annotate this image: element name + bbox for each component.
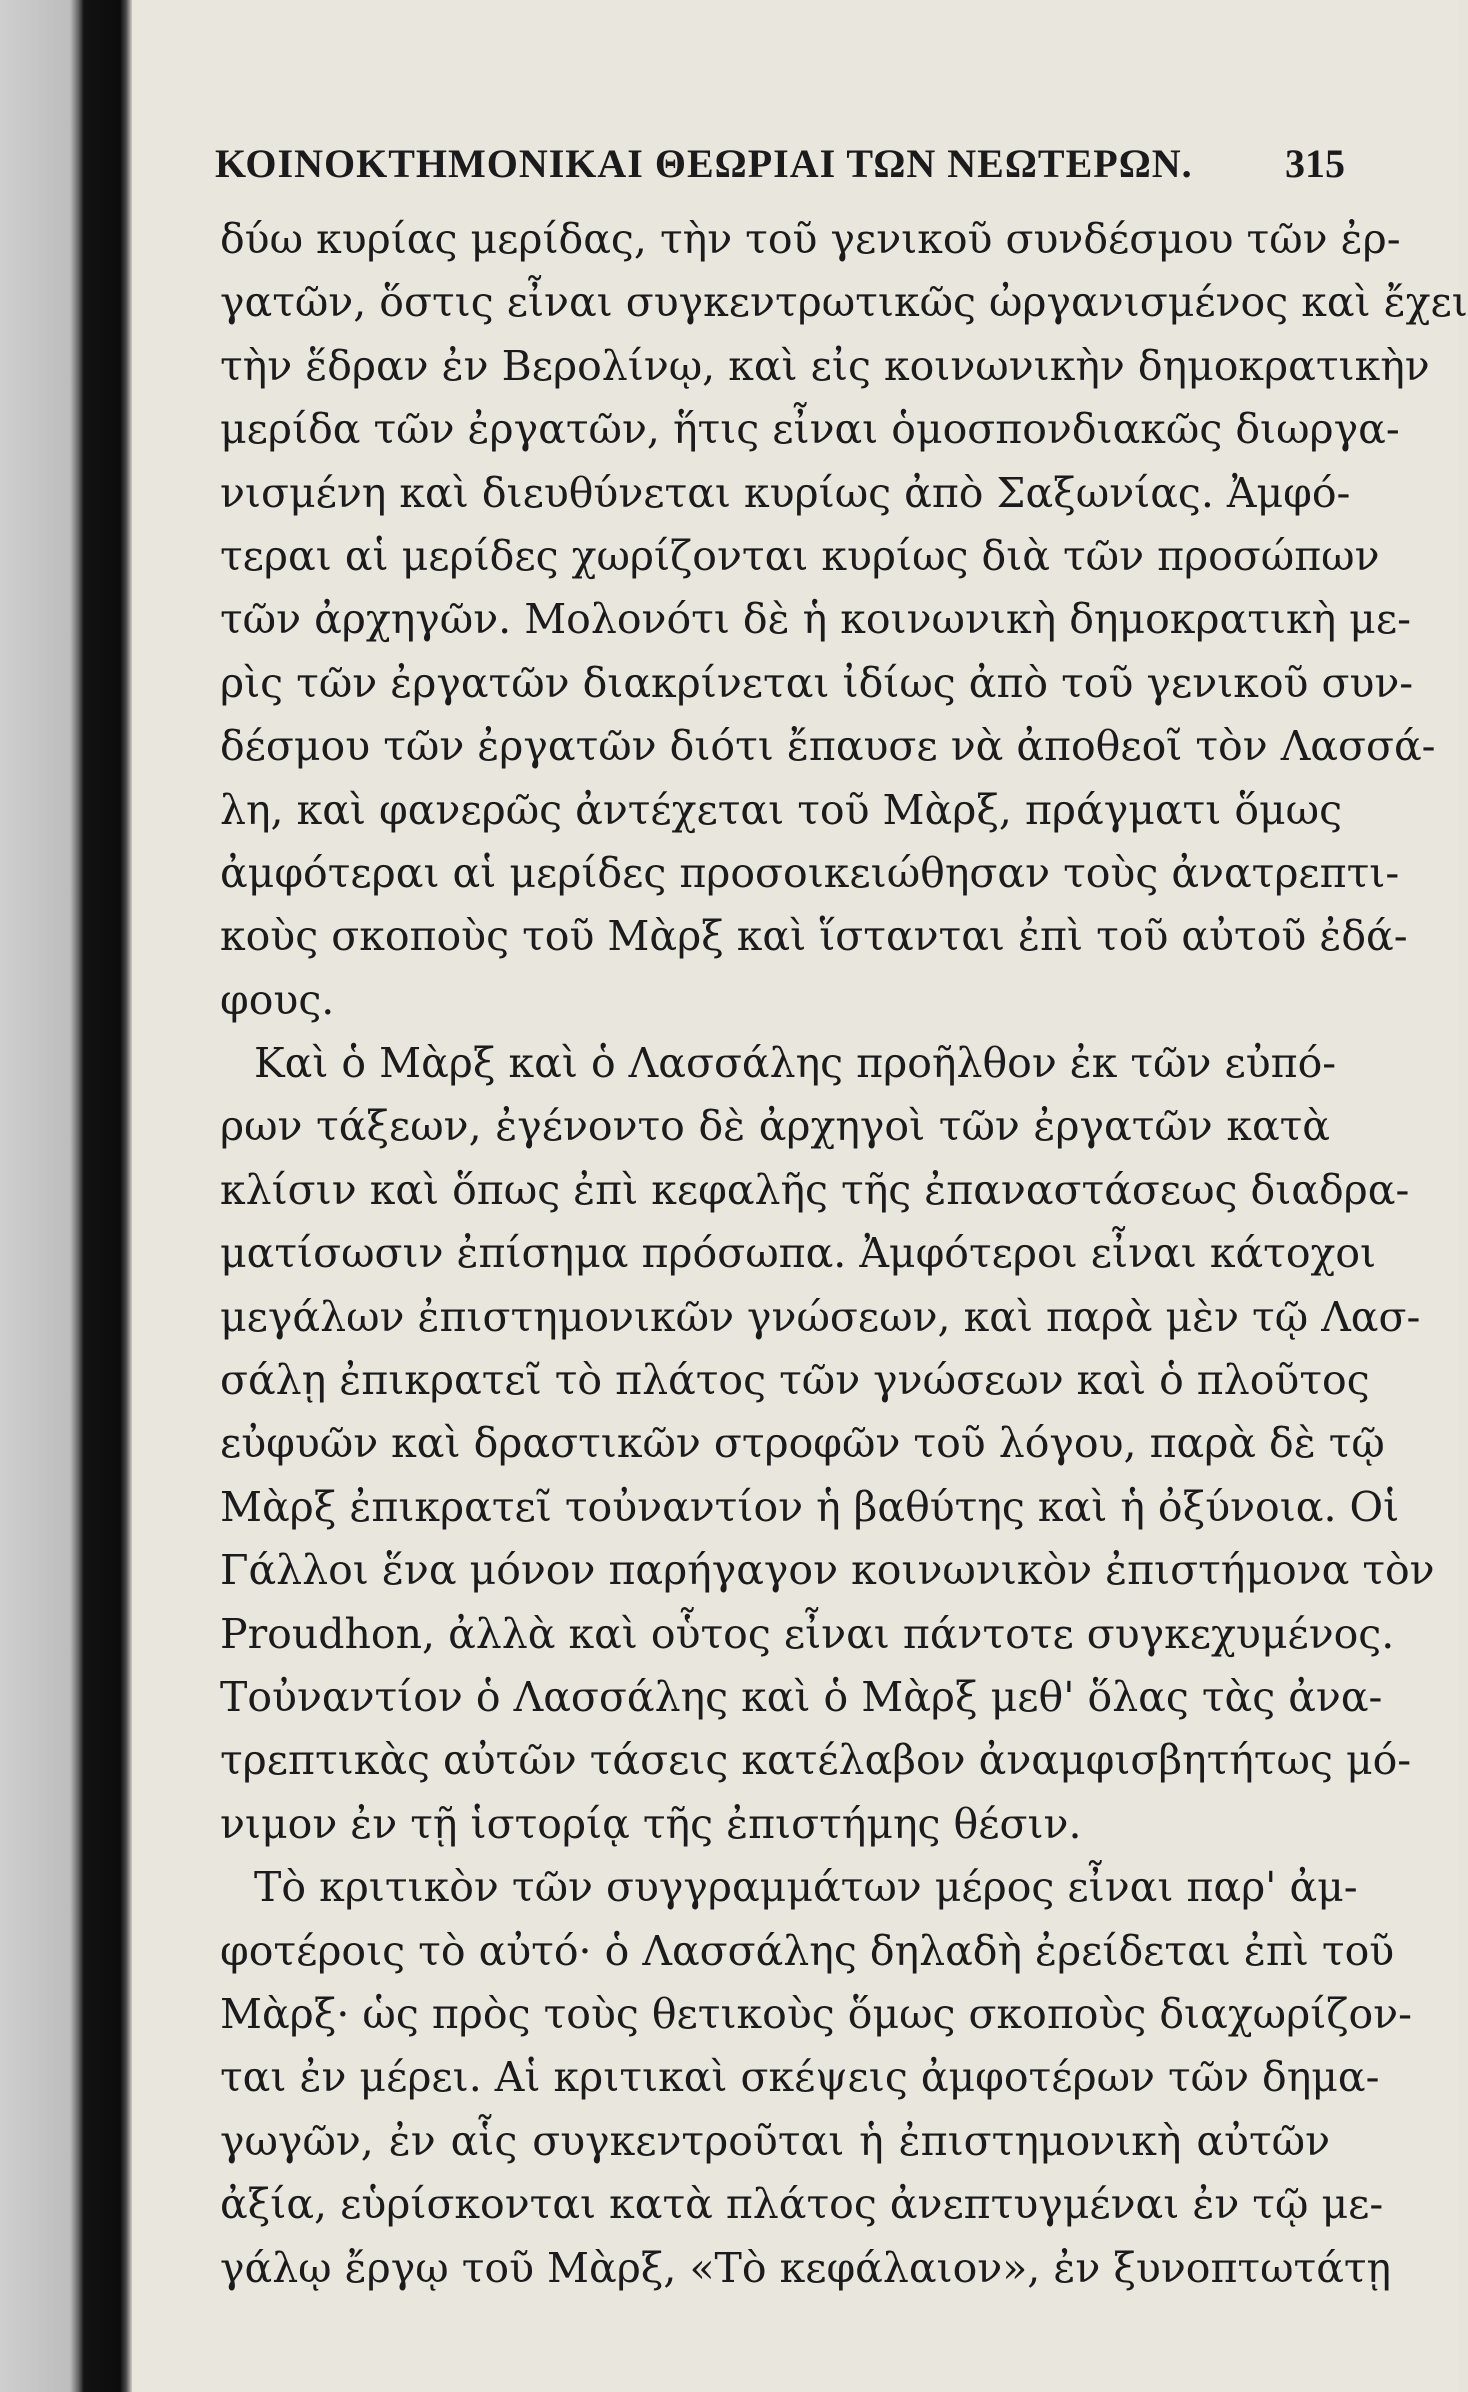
text-line: Proudhon, ἀλλὰ καὶ οὗτος εἶναι πάντοτε συγκεχυμένος. — [220, 1609, 1395, 1658]
text-line: δύω κυρίας μερίδας, τὴν τοῦ γενικοῦ συνδέσμου τῶν ἐρ- — [220, 215, 1401, 263]
text-line: γατῶν, ὅστις εἶναι συγκεντρωτικῶς ὠργανισμένος καὶ ἔχει — [220, 278, 1468, 327]
text-line: νιμον ἐν τῇ ἱστορίᾳ τῆς ἐπιστήμης θέσιν. — [220, 1799, 1082, 1848]
text-line: κλίσιν καὶ ὅπως ἐπὶ κεφαλῆς τῆς ἐπαναστάσεως διαδρα- — [220, 1165, 1410, 1214]
book-gutter — [0, 0, 132, 2392]
text-line: φοτέροις τὸ αὐτό· ὁ Λασσάλης δηλαδὴ ἐρείδεται ἐπὶ τοῦ — [220, 1926, 1395, 1975]
text-line: φους. — [220, 975, 335, 1024]
text-line: δέσμου τῶν ἐργατῶν διότι ἔπαυσε νὰ ἀποθεοῖ τὸν Λασσά- — [220, 722, 1436, 771]
text-line: Τὸ κριτικὸν τῶν συγγραμμάτων μέρος εἶναι παρ' ἀμ- — [254, 1863, 1358, 1912]
text-line: ρὶς τῶν ἐργατῶν διακρίνεται ἰδίως ἀπὸ τοῦ γενικοῦ συν- — [220, 658, 1414, 707]
text-line: γάλῳ ἔργῳ τοῦ Μὰρξ, «Τὸ κεφάλαιον», ἐν ξυνοπτωτάτῃ — [220, 2243, 1392, 2292]
text-line: γωγῶν, ἐν αἷς συγκεντροῦται ἡ ἐπιστημονικὴ αὐτῶν — [220, 2116, 1330, 2165]
text-line: ἀμφότεραι αἱ μερίδες προσοικειώθησαν τοὺς ἀνατρεπτι- — [220, 848, 1400, 897]
text-line: ται ἐν μέρει. Αἱ κριτικαὶ σκέψεις ἀμφοτέρων τῶν δημα- — [220, 2053, 1380, 2102]
text-line: νισμένη καὶ διευθύνεται κυρίως ἀπὸ Σαξωνίας. Ἀμφό- — [220, 468, 1351, 517]
text-line: Καὶ ὁ Μὰρξ καὶ ὁ Λασσάλης προῆλθον ἐκ τῶν εὐπό- — [254, 1039, 1337, 1088]
text-line: Γάλλοι ἕνα μόνον παρήγαγον κοινωνικὸν ἐπιστήμονα τὸν — [220, 1546, 1435, 1595]
page-header — [215, 140, 1345, 200]
text-line: τεραι αἱ μερίδες χωρίζονται κυρίως διὰ τῶν προσώπων — [220, 531, 1380, 580]
text-line: μερίδα τῶν ἐργατῶν, ἥτις εἶναι ὁμοσπονδιακῶς διωργα- — [220, 405, 1400, 454]
text-line: εὐφυῶν καὶ δραστικῶν στροφῶν τοῦ λόγου, παρὰ δὲ τῷ — [220, 1419, 1385, 1468]
text-line: σάλῃ ἐπικρατεῖ τὸ πλάτος τῶν γνώσεων καὶ ὁ πλοῦτος — [220, 1356, 1370, 1405]
text-line: Μὰρξ ἐπικρατεῖ τοὐναντίον ἡ βαθύτης καὶ ἡ ὀξύνοια. Οἱ — [220, 1482, 1400, 1531]
text-line: τῶν ἀρχηγῶν. Μολονότι δὲ ἡ κοινωνικὴ δημοκρατικὴ με- — [220, 595, 1411, 644]
text-line: κοὺς σκοποὺς τοῦ Μὰρξ καὶ ἵστανται ἐπὶ τοῦ αὐτοῦ ἐδά- — [220, 912, 1408, 961]
body-text — [220, 208, 1468, 2300]
text-line: λη, καὶ φανερῶς ἀντέχεται τοῦ Μὰρξ, πράγματι ὅμως — [220, 785, 1343, 834]
text-line: ἀξία, εὑρίσκονται κατὰ πλάτος ἀνεπτυγμέναι ἐν τῷ με- — [220, 2180, 1384, 2229]
text-line: μεγάλων ἐπιστημονικῶν γνώσεων, καὶ παρὰ μὲν τῷ Λασ- — [220, 1292, 1421, 1341]
text-line: Τοὐναντίον ὁ Λασσάλης καὶ ὁ Μὰρξ μεθ' ὅλας τὰς ἀνα- — [220, 1672, 1383, 1721]
text-line: Μὰρξ· ὡς πρὸς τοὺς θετικοὺς ὅμως σκοποὺς διαχωρίζον- — [220, 1989, 1412, 2038]
text-line: τὴν ἕδραν ἐν Βερολίνῳ, καὶ εἰς κοινωνικὴν δημοκρατικὴν — [220, 341, 1430, 390]
page-number: 315 — [1285, 141, 1345, 186]
running-title: ΚΟΙΝΟΚΤΗΜΟΝΙΚΑΙ ΘΕΩΡΙΑΙ ΤΩΝ ΝΕΩΤΕΡΩΝ. — [215, 141, 1193, 186]
text-line: ρων τάξεων, ἐγένοντο δὲ ἀρχηγοὶ τῶν ἐργατῶν κατὰ — [220, 1102, 1330, 1151]
text-line: ματίσωσιν ἐπίσημα πρόσωπα. Ἀμφότεροι εἶναι κάτοχοι — [220, 1229, 1377, 1278]
text-line: τρεπτικὰς αὐτῶν τάσεις κατέλαβον ἀναμφισβητήτως μό- — [220, 1736, 1412, 1785]
